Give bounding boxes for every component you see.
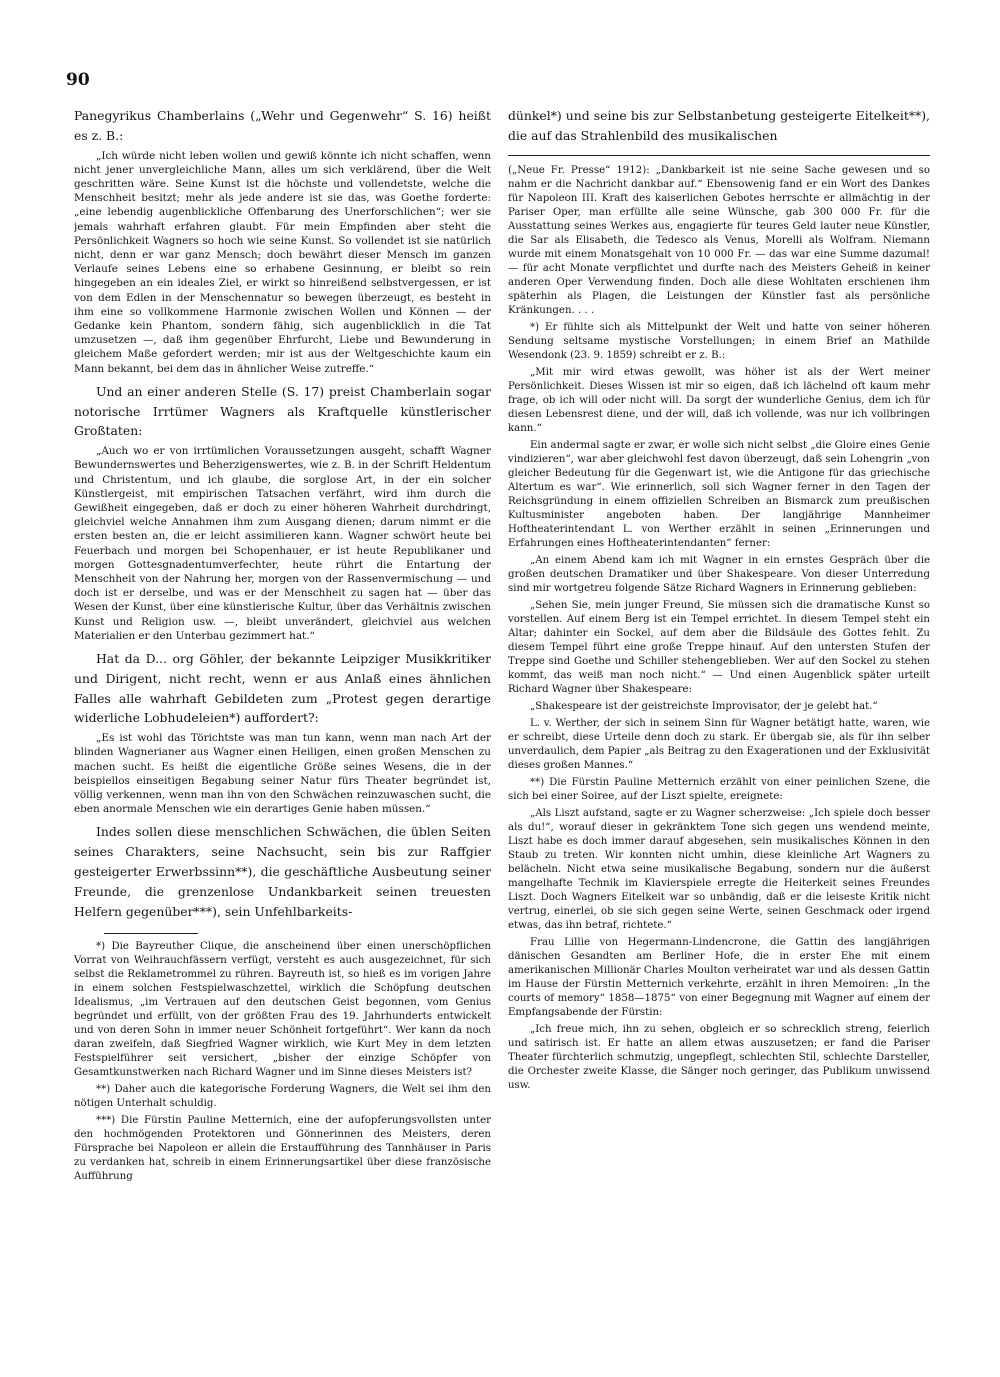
- footnote-divider: [104, 933, 198, 934]
- footnote: Ein andermal sagte er zwar, er wolle sich nicht selbst „die Gloire eines Genie vindizieren“, war aber gleichwohl fest davon überzeugt, daß sein Lohengrin „von gleicher Bedeutung für die Gegenwart ist, wie die Antigone für das griechische Altertum es war“. Wie erinnerlich, soll sich Wagner ferner in den Tagen der Reichsgründung in einem offiziellen Schreiben an Bismarck zum preußischen Kultusminister angeboten haben. Der langjährige Mannheimer Hoftheaterintendant L. von Werther erzählt in seinen „Erinnerungen und Erfahrungen eines Hoftheaterintendanten“ ferner:: [508, 439, 930, 549]
- footnote-quote: „Shakespeare ist der geistreichste Improvisator, der je gelebt hat.“: [530, 700, 878, 712]
- body-paragraph: Indes sollen diese menschlichen Schwächen, die üblen Seiten seines Charakters, seine Nachsucht, sein bis zur Raffgier gesteigerter Erwerbssinn**), die geschäftliche Ausbeutung seiner Freunde, die grenzenlose Undankbarkeit seinen treuesten Helfern gegenüber***), sein Unfehlbarkeits-: [74, 824, 491, 919]
- body-paragraph: Panegyrikus Chamberlains („Wehr und Gegenwehr“ S. 16) heißt es z. B.:: [74, 108, 491, 143]
- right-column: [508, 106, 930, 1346]
- continued-body-text: [508, 106, 930, 156]
- footnote-continuation: („Neue Fr. Presse“ 1912): „Dankbarkeit ist nie seine Sache gewesen und so nahm er die Nachricht dankbar auf.“ Ebensowenig fand er ein Wort des Dankes für Napoleon III. Kraft des kaiserlichen Gebotes herrschte er allmächtig in der Pariser Oper, man erfüllte alle seine Wünsche, gab 300 000 Fr. für die Ausstattung seines Werkes aus, engagierte für teures Geld lauter neue Künstler, die Sar als Elisabeth, die Tedesco als Venus, Morelli als Wolfram. Niemann wurde mit einem Monatsgehalt von 10 000 Fr. — das war eine Summe dazumal! — für acht Monate verpflichtet und durfte nach des Meisters Geheiß in keiner anderen Oper Verwendung finden. Doch alle diese Wohltaten erschienen ihm späterhin als Plagen, die Leistungen der Künstler fast als persönliche Kränkungen. . . .: [508, 164, 930, 316]
- footnote: *) Die Bayreuther Clique, die anscheinend über einen unerschöpflichen Vorrat von Weihrauchfässern verfügt, versteht es auch ausgezeichnet, für sich selbst die Reklametrommel zu rühren. Bayreuth ist, so hieß es im vorigen Jahre in einem solchen Festspielwaschzettel, wirklich die Schöpfung deutschen Idealismus, „im Vertrauen auf den deutschen Geist begonnen, vom Genius begründet und erfüllt, von der größten Frau des 19. Jahrhunderts entwickelt und von deren Sohn in immer neuer Schönheit fortgeführt“. Wer kann da noch daran zweifeln, daß Siegfried Wagner wirklich, wie Kurt Mey in dem letzten Festspielführer seit versichert, „bisher der einzige Schöpfer von Gesamtkunstwerken nach Richard Wagner und im Sinne dieses Meisters ist?: [74, 941, 491, 1079]
- left-column: [74, 106, 491, 1346]
- quote-paragraph: „Auch wo er von irrtümlichen Voraussetzungen ausgeht, schafft Wagner Bewundernswertes und Beherzigenswertes, wie z. B. in der Schrift Heldentum und Christentum, und ich glaube, die sorglose Art, in der ein solcher Künstlergeist, mit empirischen Tatsachen verfährt, wird ihm durch die Gewißheit eingegeben, daß er doch zu einer höheren Wahrheit durchdringt, gleichviel welche Annahmen ihm zum Ausgang dienen; darum nimmt er die ersten besten an, die er leicht assimilieren kann. Wagner schwört heute bei Feuerbach und morgen bei Schopenhauer, er ist heute Republikaner und morgen Gottesgnadentumverfechter, heute rührt die Entartung der Menschheit von der Nahrung her, morgen von der Rassenvermischung — und doch ist er derselbe, und was er der Menschheit zu sagen hat — über das Wesen der Kunst, über eine künstlerische Kultur, über das Verhältnis zwischen Kunst und Religion usw. —, bleibt unverändert, gleichviel aus welchen Materialien er den Unterbau gezimmert hat.“: [74, 445, 491, 642]
- footnote-quote: „Mit mir wird etwas gewollt, was höher ist als der Wert meiner Persönlichkeit. Dieses Wissen ist mir so eigen, daß ich lächelnd oft kaum mehr frage, ob ich will oder nicht will. Da sorgt der wunderliche Genius, dem ich für diesen Lebensrest diene, und der will, daß ich vollende, was nur ich vollbringen kann.“: [508, 366, 930, 434]
- footnote: L. v. Werther, der sich in seinem Sinn für Wagner betätigt hatte, waren, wie er schreibt, diese Urteile denn doch zu stark. Er übergab sie, als für ihn selber unverdaulich, dem Papier „als Beitrag zu den Exagerationen und der Exklusivität dieses großen Mannes.“: [508, 717, 930, 771]
- footnote-quote: „An einem Abend kam ich mit Wagner in ein ernstes Gespräch über die großen deutschen Dramatiker und über Shakespeare. Von dieser Unterredung sind mir wortgetreu folgende Sätze Richard Wagners in Erinnerung geblieben:: [508, 554, 930, 594]
- quote-paragraph: „Es ist wohl das Törichtste was man tun kann, wenn man nach Art der blinden Wagnerianer aus Wagner einen Heiligen, einen großen Menschen zu machen sucht. Es heißt die eigentliche Größe seines Wesens, die in der beispiellos einseitigen Begabung seiner Natur fürs Theater begründet ist, völlig verkennen, wenn man ihn von den Schwächen reinzuwaschen sucht, die eben anormale Menschen wie ein derartiges Genie haben müssen.“: [74, 732, 491, 816]
- quote-paragraph: „Ich würde nicht leben wollen und gewiß könnte ich nicht schaffen, wenn nicht jener unvergleichliche Mann, alles um sich verklärend, über die Welt geschritten wäre. Seine Kunst ist die höchste und vollendetste, welche die Menschheit besitzt; mehr als jede andere ist sie das, was Goethe forderte: „eine lebendig augenblickliche Offenbarung des Unerforschlichen“; wer sie jemals wahrhaft erfahren glaubt. Für mein Empfinden aber steht die Persönlichkeit Wagners so hoch wie seine Kunst. So vollendet ist sie natürlich nicht, denn er war ganz Mensch; doch bewährt dieser Mensch im ganzen Verlaufe seines Lebens eine so erhabene Gesinnung, er bleibt so rein hingegeben an ein ideales Ziel, er wirkt so hinreißend selbstvergessen, er ist von dem Edlen in der Menschennatur so bewegen überzeugt, es besteht in ihm eine so vollkommene Harmonie zwischen Wollen und Können — der Gedanke kein Phantom, sondern fähig, sich augenblicklich in die Tat umzusetzen —, daß ihm gegenüber Ehrfurcht, Liebe und Bewunderung in gleichem Maße gefordert werden; mir ist aus der Weltgeschichte kaum ein Mann bekannt, bei dem das in ähnlicher Weise zutreffe.“: [74, 149, 491, 375]
- body-paragraph: Hat da D... org Göhler, der bekannte Leipziger Musikkritiker und Dirigent, nicht recht, wenn er aus Anlaß eines ähnlichen Falles alle wahrhaft Gebildeten zum „Protest gegen derartige widerliche Lobhudeleien*) auffordert?:: [74, 651, 491, 726]
- body-paragraph: Und an einer anderen Stelle (S. 17) preist Chamberlain sogar notorische Irrtümer Wagners als Kraftquelle künstlerischer Großtaten:: [74, 383, 491, 439]
- footnote-quote: „Sehen Sie, mein junger Freund, Sie müssen sich die dramatische Kunst so vorstellen. Auf einem Berg ist ein Tempel errichtet. In diesem Tempel steht ein Altar; dahinter ein Sockel, auf dem aber die Bildsäule des Gottes fehlt. Zu diesem Tempel führt eine große Treppe hinauf. Auf den untersten Stufen der Treppe sind Goethe und Schiller stehengeblieben. Wer auf den Sockel zu stehen kommt, das weiß man noch nicht.“ — Und einen Augenblick später urteilt Richard Wagner über Shakespeare:: [508, 599, 930, 695]
- footnote: **) Die Fürstin Pauline Metternich erzählt von einer peinlichen Szene, die sich bei einer Soiree, auf der Liszt spielte, ereignete:: [508, 776, 930, 802]
- footnote-quote: „Als Liszt aufstand, sagte er zu Wagner scherzweise: „Ich spiele doch besser als du!“, worauf dieser in gekränktem Tone sich gegen uns wendend meinte, Liszt habe es doch immer darauf abgesehen, sein musikalisches Können in den Staub zu treten. Wir konnten nicht umhin, diese kleinliche Art Wagners zu belächeln. Nicht etwa seine musikalische Begabung, sondern nur die äußerst mangelhafte Technik im Klavierspiele erregte die Heiterkeit seines Freundes Liszt. Doch Wagners Eitelkeit war so unbändig, daß er die leiseste Kritik nicht vertrug, einerlei, ob sie sich gegen seine Werte, seinen Geschmack oder irgend etwas, das ihn betraf, richtete.“: [508, 807, 930, 931]
- footnote: ***) Die Fürstin Pauline Metternich, eine der aufopferungsvollsten unter den hochmögenden Protektoren und Gönnerinnen des Meisters, deren Fürsprache bei Napoleon er allein die Erstaufführung des Tannhäuser in Paris zu verdanken hat, schreib in einem Erinnerungsartikel über diese französische Aufführung: [74, 1115, 491, 1183]
- footnote: **) Daher auch die kategorische Forderung Wagners, die Welt sei ihm den nötigen Unterhalt schuldig.: [74, 1084, 491, 1110]
- footnote: *) Er fühlte sich als Mittelpunkt der Welt und hatte von seiner höheren Sendung seltsame mystische Vorstellungen; in einem Brief an Mathilde Wesendonk (23. 9. 1859) schreibt er z. B.:: [508, 321, 930, 361]
- page-number: 90: [66, 70, 90, 90]
- body-paragraph: dünkel*) und seine bis zur Selbstanbetung gesteigerte Eitelkeit**), die auf das Strahlenbild des musikalischen: [508, 108, 930, 143]
- footnote-quote: „Ich freue mich, ihn zu sehen, obgleich er so schrecklich streng, feierlich und satirisch ist. Er hatte an allem etwas auszusetzen; er fand die Pariser Theater fürchterlich schmutzig, ungepflegt, schlechten Stil, schlechte Darsteller, die Orchester zweite Klasse, die Sänger noch geringer, das Publikum unwissend usw.: [508, 1023, 930, 1091]
- footnote: Frau Lillie von Hegermann-Lindencrone, die Gattin des langjährigen dänischen Gesandten am Berliner Hofe, die in erster Ehe mit einem amerikanischen Millionär Charles Moulton verheiratet war und als dessen Gattin im Hause der Fürstin Metternich verkehrte, erzählt in ihren Memoiren: „In the courts of memory“ 1858—1875“ von einer Begegnung mit Wagner auf einem der Empfangsabende der Fürstin:: [508, 936, 930, 1018]
